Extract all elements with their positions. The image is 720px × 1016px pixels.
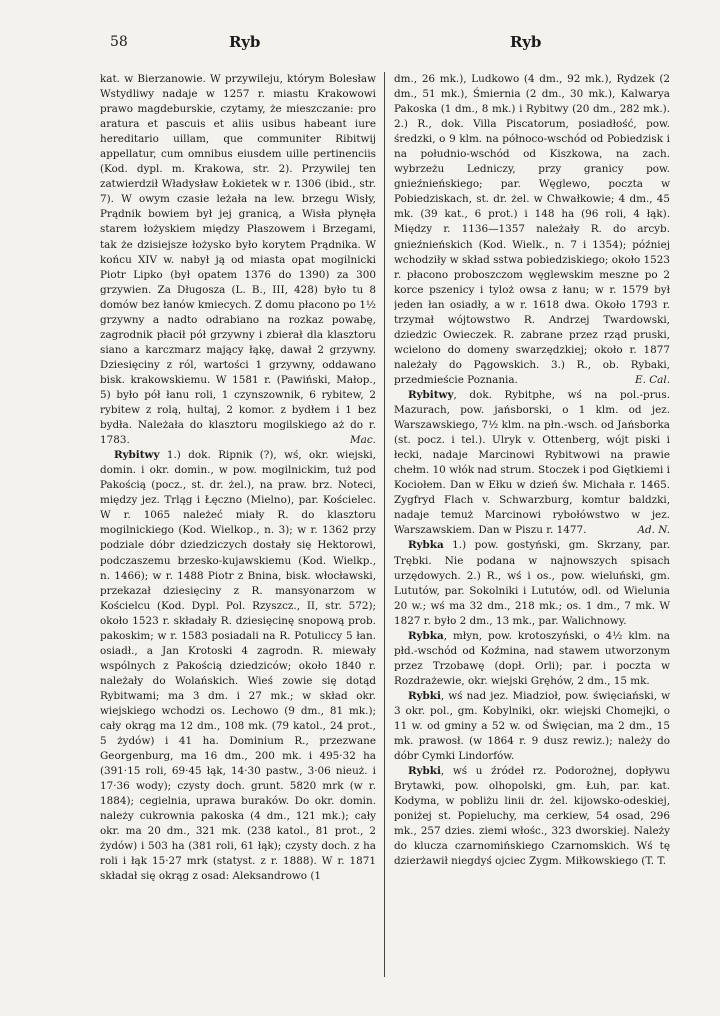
entry-headword: Rybitwy [114,449,160,462]
entry-rybka-1 [394,538,670,628]
left-running-head: Ryb [229,33,261,51]
running-header [0,30,720,54]
entry-text: , wś u źródeł rz. Podorożnej, dopływu Brytawki, pow. olhopolski, gm. Łuh, par. kat. Kodyma, w pobliżu linii dr. żel. kijowsko-odeskiej, poniżej st. Popieluchy, ma cerkiew, 54 osad, 296 mk., 257 dzies. ziemi włośc., 323 dworskiej. Należy do klucza czarnomińskiego Czarnomskich. Wś tę dzierżawił niegdyś ojciec Zygm. Miłkowskiego (T. T. [394,765,670,868]
entry-rybitwy-1 [100,448,376,884]
text-columns [100,72,670,982]
entry-text: , dok. Rybitphe, wś na pol.-prus. Mazurach, pow. jańsborski, o 1 klm. od jez. Warszawskiego, 7½ klm. na płn.-wsch. od Jańsborka (st. pocz. i tel.). Ulryk v. Ottenberg, wójt piski i łecki, nadaje Marcinowi Rybitwowi na prawie chełm. 10 włók nad strum. Stoczek i pod Giętkiemi i Kociołem. Dan w Ełku w dzień św. Michała r. 1465. Zygfryd Flach v. Schwarzburg, komtur baldzki, nadaje temuż Marcinowi rybołówstwo w jez. Warszawskiem. Dan w Piszu r. 1477. [394,388,670,537]
entry-text: 1.) pow. gostyński, gm. Skrzany, par. Trębki. Nie podana w najnowszych spisach urzędowych. 2.) R., wś i os., pow. wieluński, gm. Lututów, par. Sokolniki i Lututów, odl. od Wielunia 20 w.; wś ma 32 dm., 218 mk.; os. 1 dm., 7 mk. W 1827 r. było 2 dm., 13 mk., par. Walichnowy. [394,539,670,627]
entry-headword: Rybitwy [408,388,454,401]
entry-text: kat. w Bierzanowie. W przywileju, którym Bolesław Wstydliwy nadaje w 1257 r. miastu Krakowowi prawo magdeburskie, czytamy, że mieszczanie: pro aratura et pascuis et aliis usibus habeant iure hereditario uillam, que communiter Ribitwij appellatur, cum omnibus eiusdem uille pertinenciis (Kod. dypl. m. Krakowa, str. 2). Przywilej ten zatwierdził Władysław Łokietek w r. 1306 (ibid., str. 7). W owym czasie leżała na lew. brzegu Wisły, Prądnik bowiem był jej granicą, a Wisła płynęła starem łożyskiem między Płaszowem i Brzegami, tak że dzisiejsze łożysko było korytem Prądnika. W końcu XIV w. nabył ją od miasta opat mogilnicki Piotr Lipko (był opatem 1376 do 1390) za 300 grzywien. Za Długosza (L. B., III, 428) było tu 8 domów bez łanów kmiecych. Z domu płacono po 1½ grzywny a nadto odrabiano na rozkaz powabę, zagrodnik płacił pół grzywny i zbierał dla klasztoru siano a karczmarz mający łąkę, dawał 2 grzywny. Dziesięciny z ról, wartości 1 grzywny, oddawano bisk. krakowskiemu. W 1581 r. (Pawiński, Małop., 5) było pół łanu roli, 1 czynszownik, 6 rybitew, 2 rybitew z rolą, hultaj, 2 komor. z bydłem i 1 bez bydła. Należała do klasztoru mogilskiego aż do r. 1783. [100,73,376,447]
entry-headword: Rybki [408,689,441,702]
right-column [394,72,670,982]
entry-headword: Rybka [408,539,444,552]
author-signature: Ad. N. [637,524,670,537]
left-column [100,72,376,982]
entry-rybki-1 [394,689,670,764]
entry-text: dm., 26 mk.), Ludkowo (4 dm., 92 mk.), Rydzek (2 dm., 51 mk.), Śmiernia (2 dm., 30 mk.), Kalwarya Pakoska (1 dm., 8 mk.) i Rybitwy (20 dm., 282 mk.). 2.) R., dok. Villa Piscatorum, posiadłość, pow. średzki, o 9 klm. na północo-wschód od Pobiedzisk i na południo-wschód od Kiszkowa, na zach. wybrzeżu Ledniczy, przy granicy pow. gnieźnieńskiego; par. Węglewo, poczta w Pobiedziskach, st. dr. żel. w Chwałkowie; 4 dm., 45 mk. (39 kat., 6 prot.) i 148 ha (96 roli, 4 łąk). Między r. 1136—1357 należały R. do arcyb. gnieźnieńskich (Kod. Wielk., n. 7 i 1354); później wchodziły w skład sstwa pobiedziskiego; około 1523 r. płacono proboszczom węglewskim meszne po 2 korce pszenicy i tyloż owsa z łanu; w r. 1579 był jeden łan osiadły, a w r. 1618 dwa. Około 1793 r. trzymał wójtowstwo R. Andrzej Twardowski, dziedzic Owieczek. R. zabrane przez rząd pruski, wcielono do domeny swarzędzkiej; około r. 1877 należały do Pągowskich. 3.) R., ob. Rybaki, przedmieście Poznania. [394,73,670,386]
right-running-head: Ryb [510,33,542,51]
page-number: 58 [110,34,128,50]
entry-text: , młyn, pow. krotoszyński, o 4½ klm. na płd.-wschód od Koźmina, nad stawem utworzonym przez Trzobawę (dopł. Orli); par. i poczta w Rozdrażewie, okr. wiejski Gręhów, 2 dm., 15 mk. [394,629,670,687]
entry-continuation [100,72,376,448]
author-signature: Mac. [350,434,376,447]
entry-text: 1.) dok. Ripnik (?), wś, okr. wiejski, domin. i okr. domin., w pow. mogilnickim, tuż pod Pakością (pocz., st. dr. żel.), na praw. brz. Noteci, między jez. Trląg i Łęczno (Mielno), par. Kościelec. W r. 1065 należeć miały R. do klasztoru mogilnickiego (Kod. Wielkop., n. 3); w r. 1362 przy podziale dóbr dziedziczych dostały się Hektorowi, podczaszemu brzesko-kujawskiemu (Kod. Wielkp., n. 1466); w r. 1488 Piotr z Bnina, bisk. włocławski, przekazał dziesięciny z R. mansyonarzom w Kościelcu (Kod. Dypl. Pol. Rzyszcz., II, str. 572); około 1523 r. składały R. dziesięcinę snopową prob. pakoskim; w r. 1583 posiadali na R. Potuliccy 5 łan. osiadł., a Jan Krotoski 4 zagrodn. R. miewały wspólnych z Pakością dziedziców; około 1840 r. należały do Wolańskich. Wieś zowie się dotąd Rybitwami; ma 3 dm. i 27 mk.; w skład okr. wiejskiego wchodzi os. Lechowo (9 dm., 81 mk.); cały okrąg ma 12 dm., 108 mk. (79 katol., 24 prot., 5 żydów) i 41 ha. Dominium R., przezwane Georgenburg, ma 16 dm., 200 mk. i 495·32 ha (391·15 roli, 69·45 łąk, 14·30 pastw., 3·06 nieuż. i 17·36 wody); czysty doch. grunt. 5820 mrk (w r. 1884); cegielnia, uprawa buraków. Do okr. domin. należy cukrownia pakoska (4 dm., 121 mk.); cały okr. ma 20 dm., 321 mk. (238 katol., 81 prot., 2 żydów) i 503 ha (381 roli, 61 łąk); czysty doch. z ha roli i łąk 15·27 mrk (statyst. z r. 1888). W r. 1871 składał się okrąg z osad: Aleksandrowo (1 [100,449,376,883]
entry-headword: Rybki [408,765,441,778]
entry-rybki-2 [394,764,670,869]
entry-rybka-2 [394,629,670,689]
entry-text: , wś nad jez. Miadzioł, pow. święciański, w 3 okr. pol., gm. Kobylniki, okr. wiejski Chomejki, o 11 w. od gminy a 52 w. od Święcian, ma 2 dm., 15 mk. prawosł. (w 1864 r. 9 dusz rewiz.); należy do dóbr Cymki Lindorfów. [394,689,670,763]
entry-headword: Rybka [408,629,444,642]
entry-continuation [394,72,670,388]
author-signature: E. Cal. [635,373,670,386]
entry-rybitwy-2 [394,388,670,538]
